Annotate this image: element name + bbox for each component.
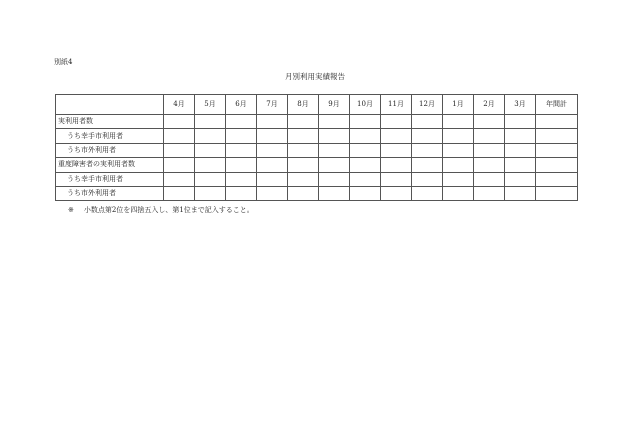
value-cell[interactable]: [195, 115, 226, 129]
value-cell[interactable]: [319, 172, 350, 186]
month-header-cell: 12月: [412, 95, 443, 115]
value-cell[interactable]: [164, 143, 195, 157]
value-cell[interactable]: [381, 129, 412, 143]
month-header-cell: 4月: [164, 95, 195, 115]
value-cell[interactable]: [164, 186, 195, 200]
table-row: [56, 115, 578, 129]
row-label-cell: うち市外利用者: [56, 186, 164, 200]
value-cell[interactable]: [536, 143, 578, 157]
value-cell[interactable]: [195, 172, 226, 186]
value-cell[interactable]: [443, 129, 474, 143]
value-cell[interactable]: [350, 115, 381, 129]
table-row: [56, 186, 578, 200]
value-cell[interactable]: [474, 186, 505, 200]
footnote-text: 小数点第2位を四捨五入し、第1位まで記入すること。: [83, 206, 254, 214]
value-cell[interactable]: [195, 186, 226, 200]
value-cell[interactable]: [288, 115, 319, 129]
value-cell[interactable]: [288, 143, 319, 157]
document-title: 月別利用実績報告: [285, 72, 345, 81]
value-cell[interactable]: [412, 186, 443, 200]
value-cell[interactable]: [505, 158, 536, 172]
value-cell[interactable]: [443, 115, 474, 129]
value-cell[interactable]: [226, 186, 257, 200]
value-cell[interactable]: [319, 115, 350, 129]
row-label-cell: うち市外利用者: [56, 143, 164, 157]
month-header-cell: 年間計: [536, 95, 578, 115]
table-row: [56, 158, 578, 172]
month-header-cell: 11月: [381, 95, 412, 115]
value-cell[interactable]: [443, 172, 474, 186]
value-cell[interactable]: [319, 129, 350, 143]
appendix-label: 別紙4: [54, 58, 73, 66]
month-header-cell: 7月: [257, 95, 288, 115]
table-row: [56, 143, 578, 157]
footnote-mark: ※: [68, 206, 74, 214]
value-cell[interactable]: [164, 115, 195, 129]
month-header-cell: 5月: [195, 95, 226, 115]
value-cell[interactable]: [226, 129, 257, 143]
value-cell[interactable]: [474, 172, 505, 186]
value-cell[interactable]: [474, 129, 505, 143]
value-cell[interactable]: [381, 158, 412, 172]
value-cell[interactable]: [195, 143, 226, 157]
value-cell[interactable]: [350, 186, 381, 200]
value-cell[interactable]: [474, 115, 505, 129]
value-cell[interactable]: [381, 186, 412, 200]
value-cell[interactable]: [195, 129, 226, 143]
value-cell[interactable]: [536, 186, 578, 200]
value-cell[interactable]: [412, 115, 443, 129]
value-cell[interactable]: [505, 186, 536, 200]
value-cell[interactable]: [164, 172, 195, 186]
value-cell[interactable]: [381, 115, 412, 129]
value-cell[interactable]: [536, 115, 578, 129]
value-cell[interactable]: [412, 172, 443, 186]
value-cell[interactable]: [257, 172, 288, 186]
value-cell[interactable]: [505, 115, 536, 129]
value-cell[interactable]: [288, 172, 319, 186]
month-header-cell: 2月: [474, 95, 505, 115]
month-header-cell: 10月: [350, 95, 381, 115]
value-cell[interactable]: [443, 158, 474, 172]
value-cell[interactable]: [288, 158, 319, 172]
month-header-cell: 9月: [319, 95, 350, 115]
value-cell[interactable]: [412, 158, 443, 172]
value-cell[interactable]: [350, 143, 381, 157]
value-cell[interactable]: [350, 129, 381, 143]
value-cell[interactable]: [536, 129, 578, 143]
value-cell[interactable]: [226, 158, 257, 172]
value-cell[interactable]: [257, 186, 288, 200]
value-cell[interactable]: [474, 143, 505, 157]
value-cell[interactable]: [319, 186, 350, 200]
value-cell[interactable]: [536, 172, 578, 186]
value-cell[interactable]: [381, 143, 412, 157]
value-cell[interactable]: [505, 172, 536, 186]
value-cell[interactable]: [381, 172, 412, 186]
value-cell[interactable]: [474, 158, 505, 172]
row-label-cell: うち幸手市利用者: [56, 172, 164, 186]
value-cell[interactable]: [257, 115, 288, 129]
month-header-cell: 1月: [443, 95, 474, 115]
corner-header-cell: [56, 95, 164, 115]
value-cell[interactable]: [319, 158, 350, 172]
value-cell[interactable]: [350, 172, 381, 186]
value-cell[interactable]: [164, 158, 195, 172]
value-cell[interactable]: [257, 129, 288, 143]
value-cell[interactable]: [536, 158, 578, 172]
value-cell[interactable]: [164, 129, 195, 143]
value-cell[interactable]: [226, 143, 257, 157]
footnote: [68, 205, 254, 215]
table-body: [56, 115, 578, 201]
row-label-cell: 重度障害者の実利用者数: [56, 158, 164, 172]
month-header-cell: 6月: [226, 95, 257, 115]
row-label-cell: うち幸手市利用者: [56, 129, 164, 143]
value-cell[interactable]: [226, 115, 257, 129]
table-row: [56, 129, 578, 143]
value-cell[interactable]: [443, 143, 474, 157]
table-header-row: [56, 95, 578, 115]
value-cell[interactable]: [412, 129, 443, 143]
value-cell[interactable]: [350, 158, 381, 172]
table-row: [56, 172, 578, 186]
value-cell[interactable]: [443, 186, 474, 200]
value-cell[interactable]: [257, 158, 288, 172]
value-cell[interactable]: [505, 129, 536, 143]
value-cell[interactable]: [288, 129, 319, 143]
month-header-cell: 8月: [288, 95, 319, 115]
month-header-cell: 3月: [505, 95, 536, 115]
value-cell[interactable]: [505, 143, 536, 157]
value-cell[interactable]: [195, 158, 226, 172]
value-cell[interactable]: [226, 172, 257, 186]
row-label-cell: 実利用者数: [56, 115, 164, 129]
value-cell[interactable]: [288, 186, 319, 200]
monthly-usage-table: [55, 94, 578, 201]
value-cell[interactable]: [257, 143, 288, 157]
value-cell[interactable]: [319, 143, 350, 157]
value-cell[interactable]: [412, 143, 443, 157]
